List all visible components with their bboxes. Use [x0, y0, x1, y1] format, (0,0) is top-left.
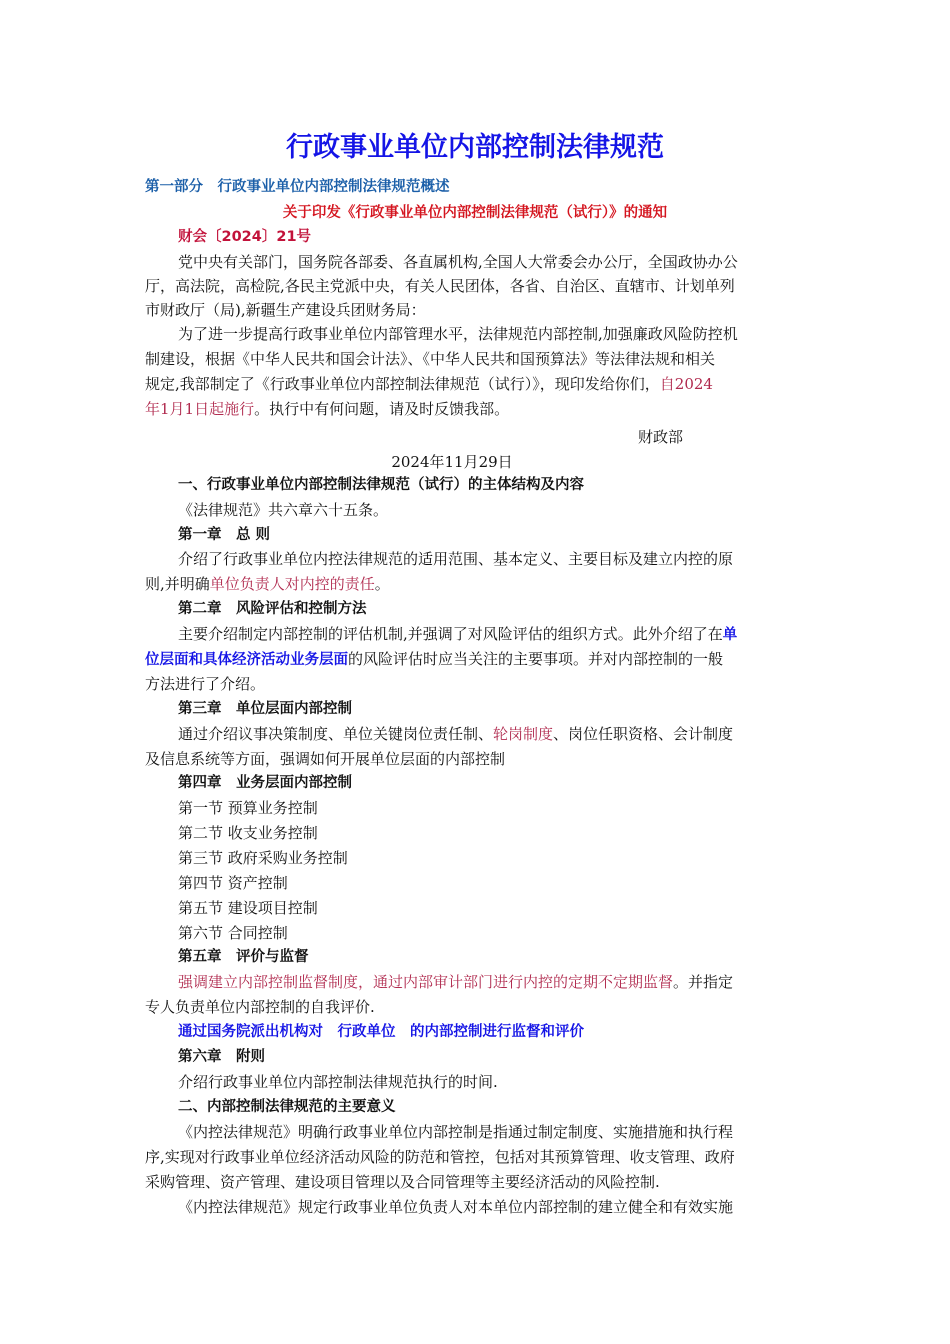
- effective-date-highlight: 年1月1日起施行: [145, 400, 255, 418]
- body-text: 介绍了行政事业单位内控法律规范的适用范围、基本定义、主要目标及建立内控的原: [178, 550, 734, 568]
- body-text: [178, 623, 737, 646]
- body-text-segment: 规定,我部制定了《行政事业单位内部控制法律规范（试行）》，现印发给你们，: [145, 375, 660, 393]
- body-text: 专人负责单位内部控制的自我评价.: [145, 998, 375, 1016]
- section-item: 第四节 资产控制: [178, 874, 288, 892]
- body-text-segment: 。: [374, 575, 390, 593]
- doc-number: 财会〔2024〕21号: [178, 229, 312, 245]
- body-text-segment: 通过介绍议事决策制度、单位关键岗位责任制、: [178, 725, 494, 743]
- addressee-line: 党中央有关部门，国务院各部委、各直属机构,全国人大常委会办公厅，全国政协办公: [178, 253, 738, 271]
- section-item: 第一节 预算业务控制: [178, 799, 318, 817]
- body-text: 序,实现对行政事业单位经济活动风险的防范和管控，包括对其预算管理、收支管理、政府: [145, 1148, 735, 1166]
- section-item: 第三节 政府采购业务控制: [178, 849, 348, 867]
- notice-title: 关于印发《行政事业单位内部控制法律规范（试行）》的通知: [282, 205, 668, 221]
- body-text-segment: 的风险评估时应当关注的主要事项。并对内部控制的一般: [348, 650, 724, 668]
- emphasis-text: 轮岗制度: [493, 725, 554, 743]
- body-text: 《内控法律规范》规定行政事业单位负责人对本单位内部控制的建立健全和有效实施: [178, 1198, 734, 1216]
- supervision-highlight: 通过国务院派出机构对 行政单位 的内部控制进行监督和评价: [178, 1024, 584, 1040]
- body-text-segment: 则,并明确: [145, 575, 210, 593]
- body-text: [178, 971, 733, 993]
- body-text: 介绍行政事业单位内部控制法律规范执行的时间.: [178, 1073, 498, 1091]
- addressee-line: 市财政厅（局),新疆生产建设兵团财务局：: [145, 301, 426, 319]
- signature: 财政部: [638, 428, 684, 446]
- part1-heading: 第一部分 行政事业单位内部控制法律规范概述: [145, 179, 450, 195]
- body-text: 采购管理、资产管理、建设项目管理以及合同管理等主要经济活动的风险控制.: [145, 1173, 660, 1191]
- body-text: 制建设，根据《中华人民共和国会计法》、《中华人民共和国预算法》等法律法规和相关: [145, 350, 716, 368]
- emphasis-text: 位层面和具体经济活动业务层面: [145, 652, 348, 668]
- body-text: [178, 723, 733, 745]
- chapter-heading: 第四章 业务层面内部控制: [178, 775, 352, 791]
- emphasis-text: 强调建立内部控制监督制度，通过内部审计部门进行内控的定期不定期监督: [178, 973, 674, 991]
- chapter-heading: 第三章 单位层面内部控制: [178, 701, 352, 717]
- body-text-segment: 。执行中有何问题，请及时反馈我部。: [254, 400, 510, 418]
- chapter-heading: 第二章 风险评估和控制方法: [178, 601, 367, 617]
- emphasis-text: 单: [722, 627, 738, 643]
- addressee-line: 厅，高法院，高检院,各民主党派中央，有关人民团体，各省、自治区、直辖市、计划单列: [145, 277, 735, 295]
- body-text: [145, 398, 509, 420]
- body-text: [145, 648, 723, 671]
- document-title: 行政事业单位内部控制法律规范: [286, 132, 664, 163]
- effective-date-highlight: 自2024: [659, 375, 713, 393]
- body-text-segment: 。并指定: [673, 973, 734, 991]
- section-item: 第五节 建设项目控制: [178, 899, 318, 917]
- body-text-segment: 、岗位任职资格、会计制度: [553, 725, 734, 743]
- chapter-heading: 第六章 附则: [178, 1049, 265, 1065]
- chapter-heading: 第一章 总 则: [178, 527, 271, 543]
- body-text: 及信息系统等方面，强调如何开展单位层面的内部控制: [145, 750, 506, 768]
- section-heading: 一、行政事业单位内部控制法律规范（试行）的主体结构及内容: [178, 477, 584, 493]
- issue-date: 2024年11月29日: [391, 453, 513, 471]
- body-text: 方法进行了介绍。: [145, 675, 266, 693]
- body-text-segment: 主要介绍制定内部控制的评估机制,并强调了对风险评估的组织方式。此外介绍了在: [178, 625, 723, 643]
- emphasis-text: 单位负责人对内控的责任: [209, 575, 375, 593]
- body-text: 为了进一步提高行政事业单位内部管理水平，法律规范内部控制,加强廉政风险防控机: [178, 325, 738, 343]
- body-text: [145, 373, 713, 395]
- body-text: [145, 573, 390, 595]
- section-heading: 二、内部控制法律规范的主要意义: [178, 1099, 396, 1115]
- section-item: 第六节 合同控制: [178, 924, 288, 942]
- section-item: 第二节 收支业务控制: [178, 824, 318, 842]
- body-text: 《内控法律规范》明确行政事业单位内部控制是指通过制定制度、实施措施和执行程: [178, 1123, 734, 1141]
- body-text: 《法律规范》共六章六十五条。: [178, 501, 389, 519]
- chapter-heading: 第五章 评价与监督: [178, 949, 309, 965]
